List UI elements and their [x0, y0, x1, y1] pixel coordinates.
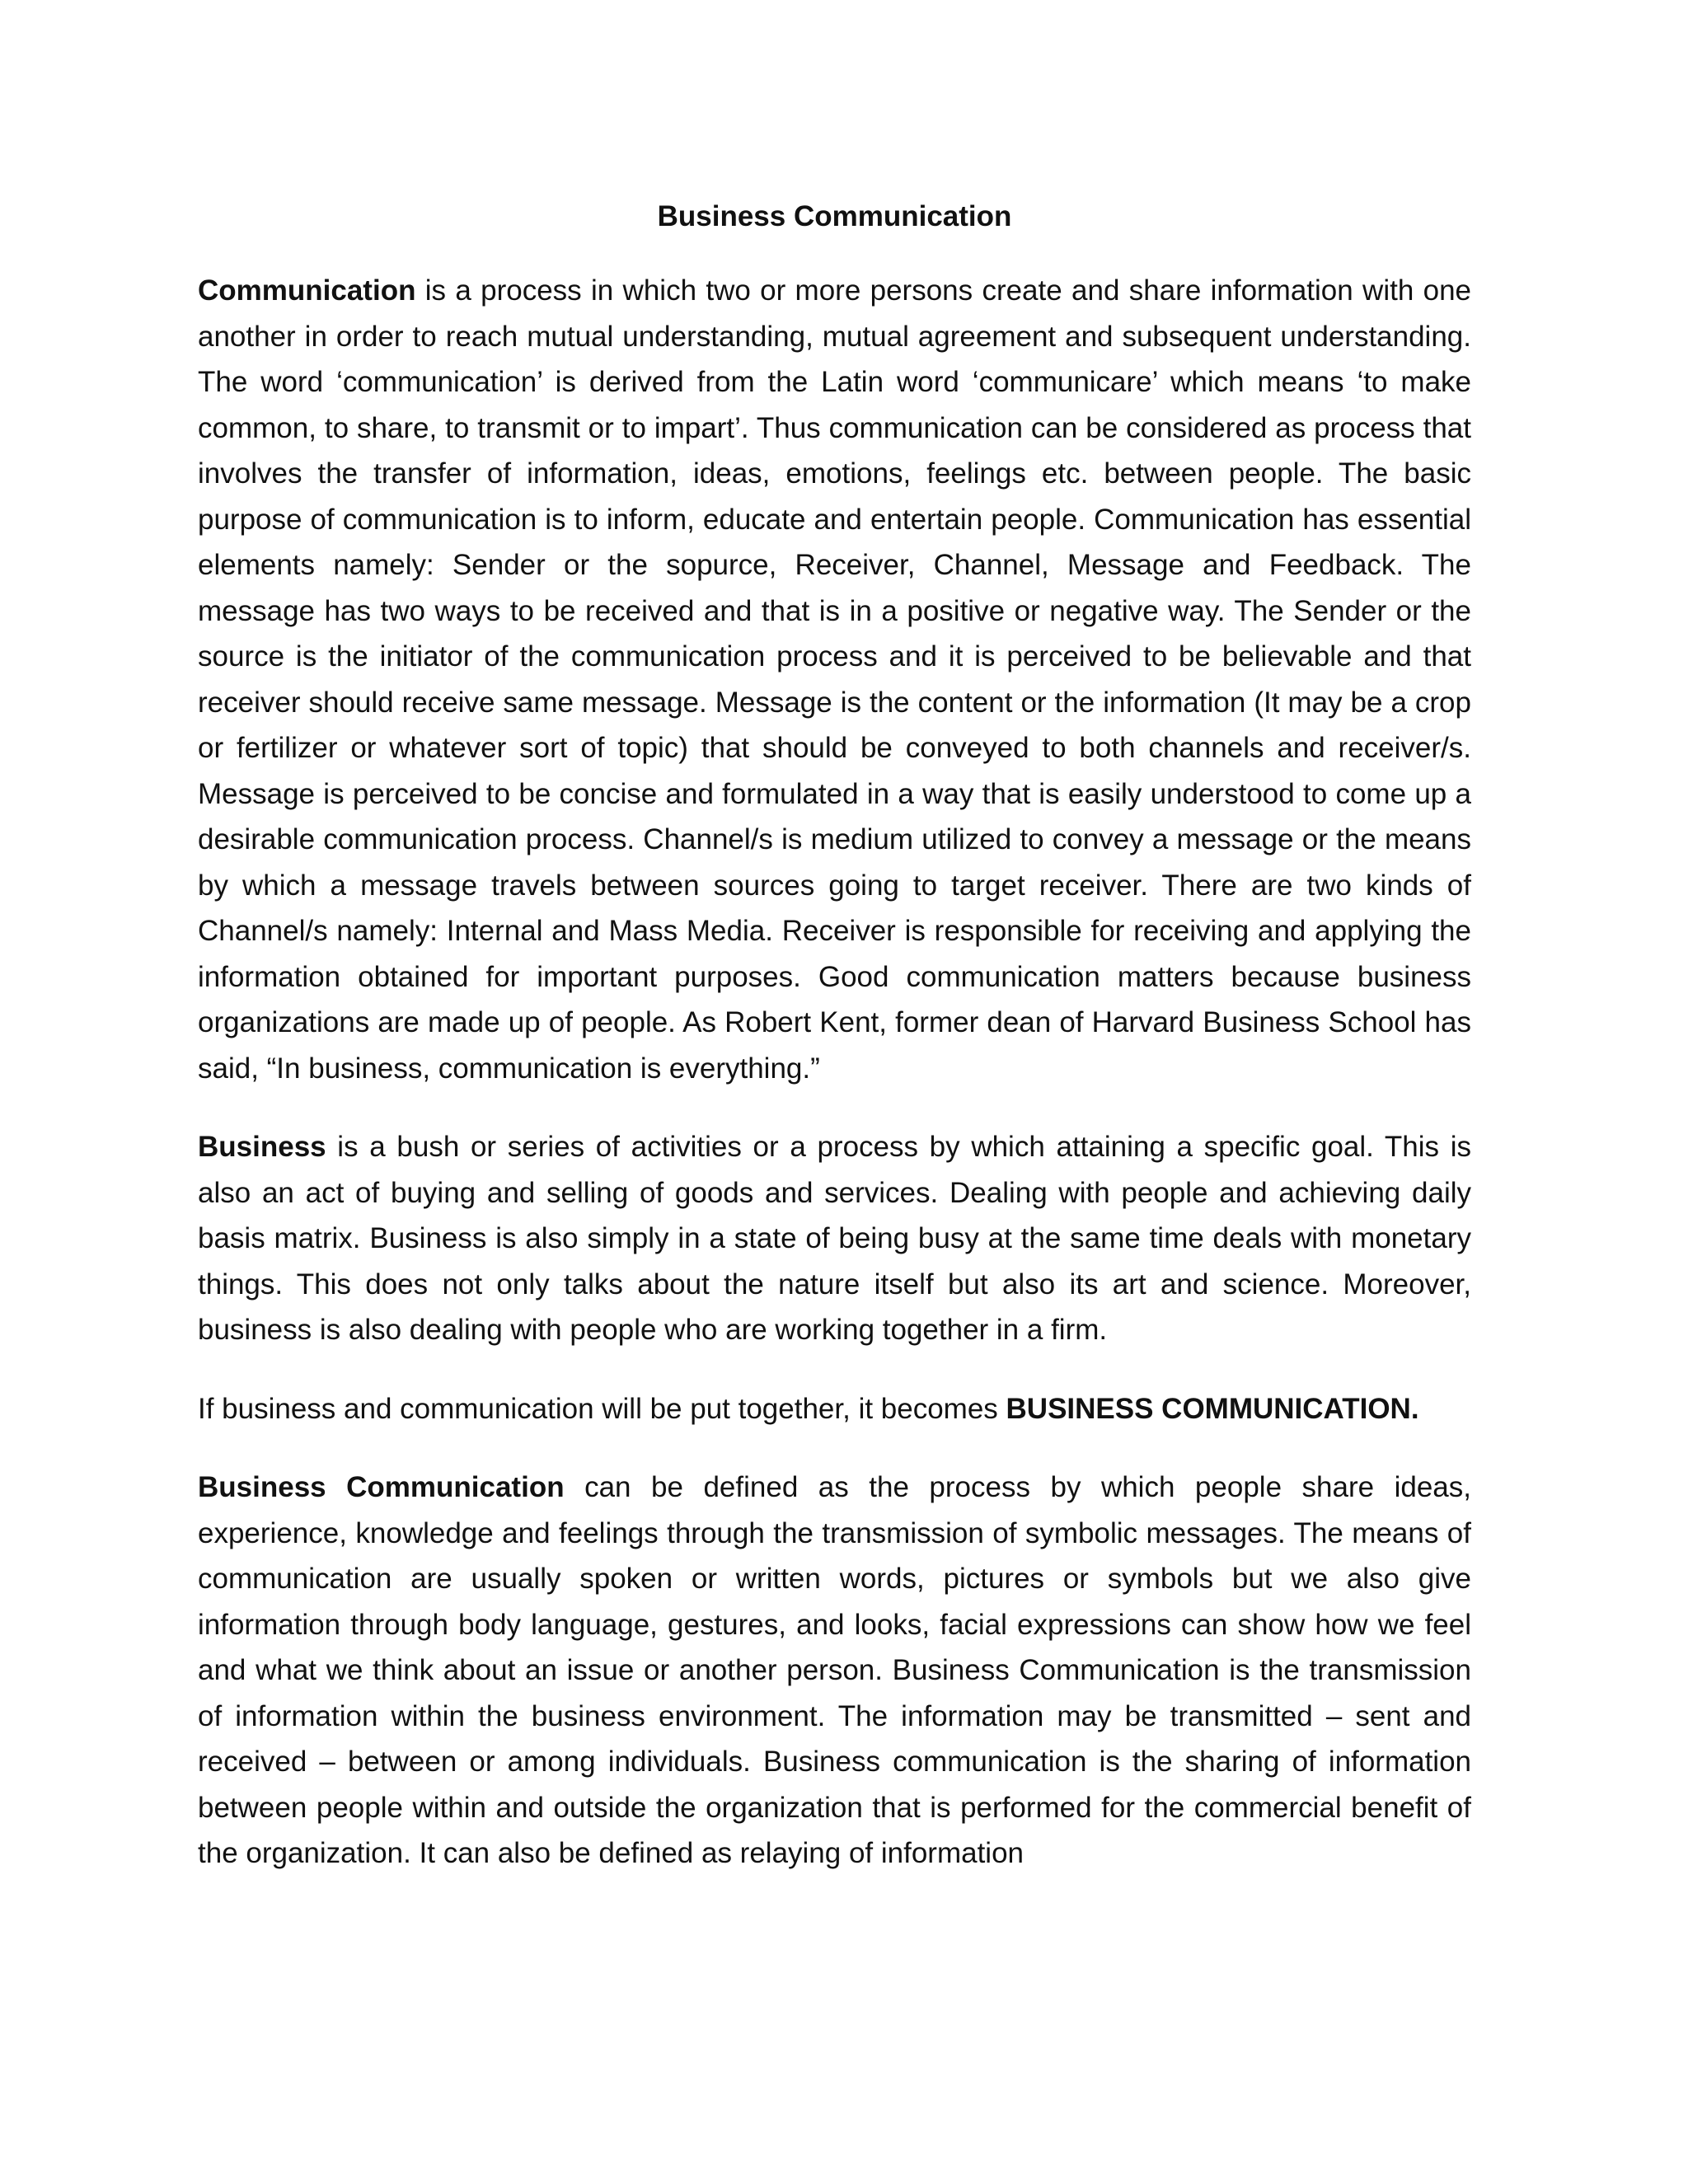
document-body [198, 198, 1471, 1910]
document-title: Business Communication [657, 200, 1012, 232]
paragraph-text: can be defined as the process by which people share ideas, experience, knowledge and feelings through the transmission of symbolic messages. The means of communication are usually spoken or written words, pictures or symbols but we also give information through body language, gestures, and looks, facial expressions can show how we feel and what we think about an issue or another person. Business Communication is the transmission of information within the business environment. The information may be transmitted – sent and received – between or among individuals. Business communication is the sharing of information between people within and outside the organization that is performed for the commercial benefit of the organization. It can also be defined as relaying of information [198, 1471, 1471, 1869]
paragraph-text: is a bush or series of activities or a process by which attaining a specific goal. This is also an act of buying and selling of goods and services. Dealing with people and achieving daily basis matrix. Business is also simply in a state of being busy at the same time deals with monetary things. This does not only talks about the nature itself but also its art and science. Moreover, business is also dealing with people who are working together in a firm. [198, 1131, 1471, 1346]
paragraph-communication [198, 268, 1471, 1091]
paragraph-text: If business and communication will be put together, it becomes [198, 1392, 1006, 1425]
term-communication: Communication [198, 274, 416, 307]
term-business: Business [198, 1131, 326, 1163]
term-business-communication-caps: BUSINESS COMMUNICATION. [1006, 1392, 1419, 1425]
paragraph-combined [198, 1386, 1471, 1432]
paragraph-business-communication [198, 1465, 1471, 1877]
term-business-communication: Business Communication [198, 1471, 565, 1503]
paragraph-text: is a process in which two or more persons create and share information with one another in order to reach mutual understanding, mutual agreement and subsequent understanding. The word ‘communication’ is derived from the Latin word ‘communicare’ which means ‘to make common, to share, to transmit or to impart’. Thus communication can be considered as process that involves the transfer of information, ideas, emotions, feelings etc. between people. The basic purpose of communication is to inform, educate and entertain people. Communication has essential elements namely: Sender or the sopurce, Receiver, Channel, Message and Feedback. The message has two ways to be received and that is in a positive or negative way. The Sender or the source is the initiator of the communication process and it is perceived to be believable and that receiver should receive same message. Message is the content or the information (It may be a crop or fertilizer or whatever sort of topic) that should be conveyed to both channels and receiver/s. Message is perceived to be concise and formulated in a way that is easily understood to come up a desirable communication process. Channel/s is medium utilized to convey a message or the means by which a message travels between sources going to target receiver. There are two kinds of Channel/s namely: Internal and Mass Media. Receiver is responsible for receiving and applying the information obtained for important purposes. Good communication matters because business organizations are made up of people. As Robert Kent, former dean of Harvard Business School has said, “In business, communication is everything.” [198, 274, 1471, 1085]
paragraph-business [198, 1124, 1471, 1353]
